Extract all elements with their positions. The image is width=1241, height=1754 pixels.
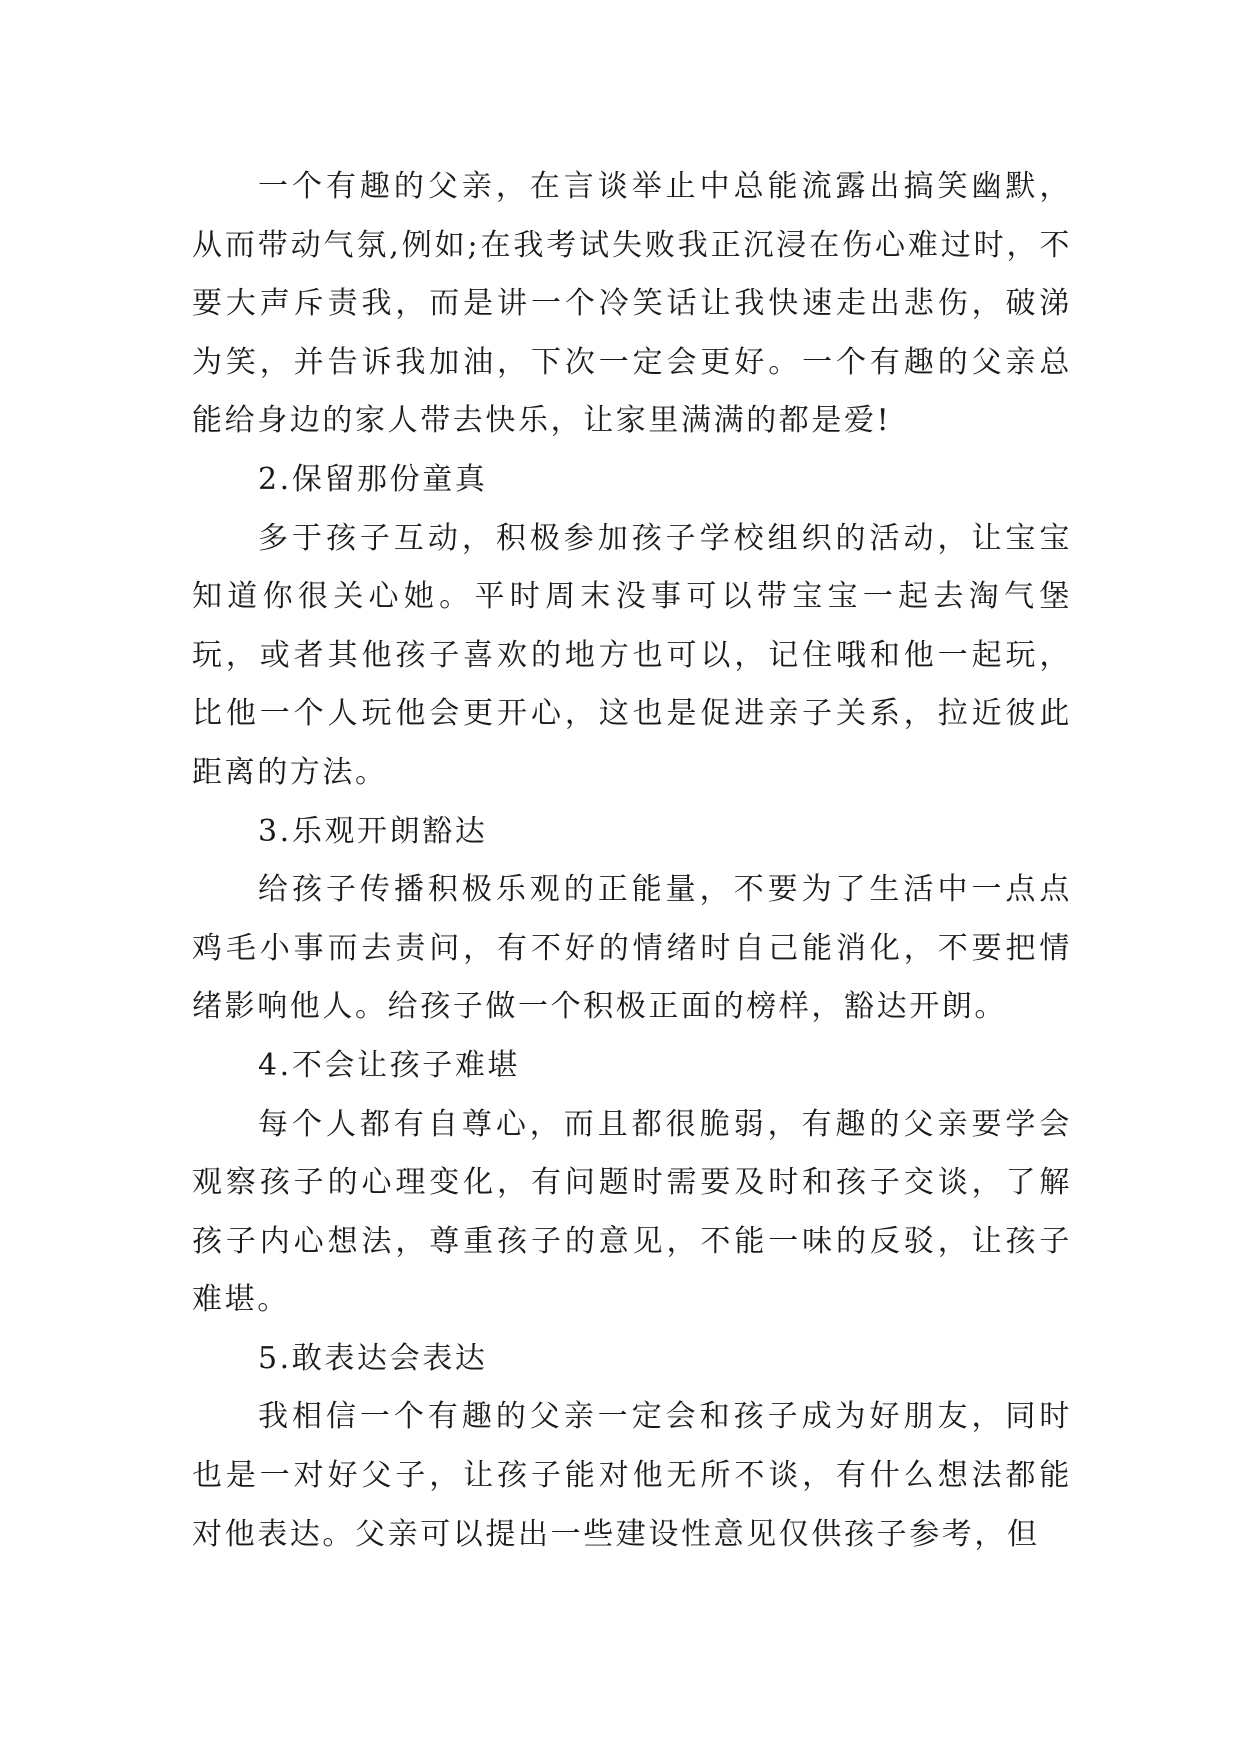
paragraph-intro: 一个有趣的父亲，在言谈举止中总能流露出搞笑幽默，从而带动气氛,例如;在我考试失败我正沉浸在伤心难过时，不要大声斥责我，而是讲一个冷笑话让我快速走出悲伤，破涕为笑，并告诉我加油，下次一定会更好。一个有趣的父亲总能给身边的家人带去快乐，让家里满满的都是爱!: [192, 169, 1072, 439]
section-heading-3: 3.乐观开朗豁达: [258, 813, 488, 849]
paragraph-section-3: 给孩子传播积极乐观的正能量，不要为了生活中一点点鸡毛小事而去责问，有不好的情绪时自己能消化，不要把情绪影响他人。给孩子做一个积极正面的榜样，豁达开朗。: [192, 872, 1072, 1025]
paragraph-section-5: 我相信一个有趣的父亲一定会和孩子成为好朋友，同时也是一对好父子，让孩子能对他无所不谈，有什么想法都能对他表达。父亲可以提出一些建设性意见仅供孩子参考，但: [192, 1399, 1072, 1552]
section-heading-5: 5.敢表达会表达: [258, 1340, 488, 1376]
paragraph-section-4: 每个人都有自尊心，而且都很脆弱，有趣的父亲要学会观察孩子的心理变化，有问题时需要及时和孩子交谈，了解孩子内心想法，尊重孩子的意见，不能一味的反驳，让孩子难堪。: [192, 1106, 1072, 1318]
section-heading-2: 2.保留那份童真: [258, 461, 488, 497]
paragraph-section-2: 多于孩子互动，积极参加孩子学校组织的活动，让宝宝知道你很关心她。平时周末没事可以带宝宝一起去淘气堡玩，或者其他孩子喜欢的地方也可以，记住哦和他一起玩，比他一个人玩他会更开心，这也是促进亲子关系，拉近彼此距离的方法。: [192, 520, 1072, 790]
section-heading-4: 4.不会让孩子难堪: [258, 1047, 521, 1083]
document-body: [192, 158, 1072, 1564]
